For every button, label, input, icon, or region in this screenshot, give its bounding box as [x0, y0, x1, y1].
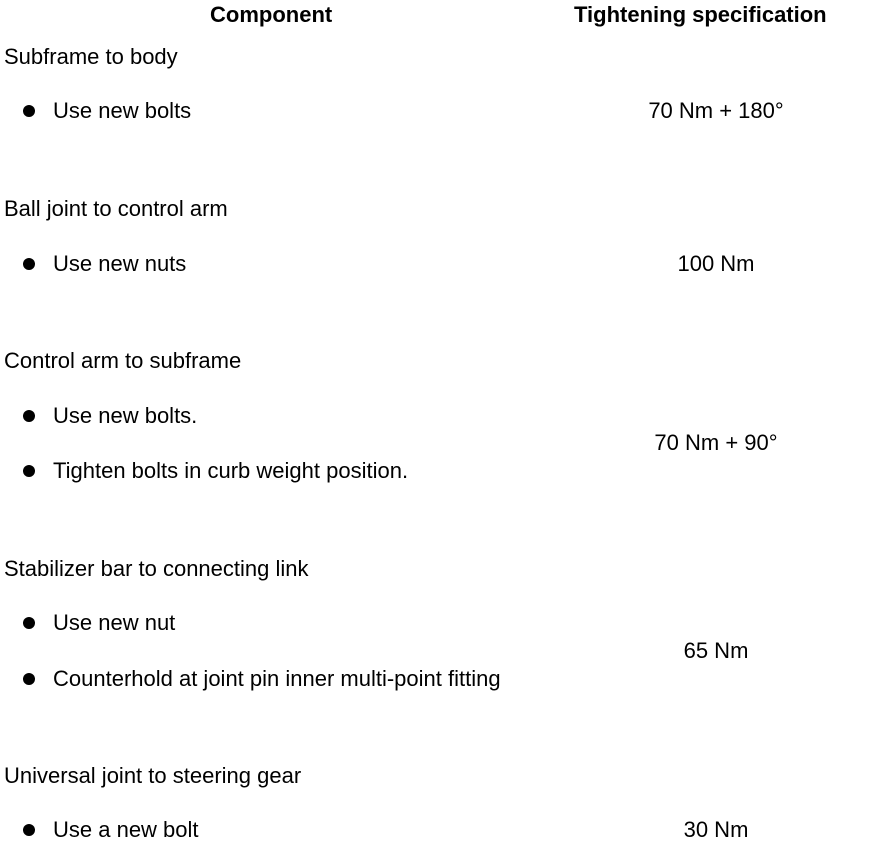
bullet-icon: [23, 824, 35, 836]
component-column-header: Component: [210, 2, 333, 27]
spec-control-arm-to-subframe: 70 Nm + 90°: [654, 430, 778, 455]
spec-stabilizer-bar-to-link: 65 Nm: [683, 638, 749, 663]
component-universal-joint-to-steering-gear: Universal joint to steering gear: [4, 763, 302, 788]
component-ball-joint-to-control-arm: Ball joint to control arm: [4, 196, 228, 221]
component-control-arm-to-subframe: Control arm to subframe: [4, 348, 242, 373]
bullet-icon: [23, 258, 35, 270]
bullet-icon: [23, 410, 35, 422]
bullet-icon: [23, 105, 35, 117]
note-tighten-in-curb-weight: Tighten bolts in curb weight position.: [53, 458, 409, 483]
bullet-icon: [23, 673, 35, 685]
note-use-a-new-bolt: Use a new bolt: [53, 817, 199, 842]
tightening-specification-column-header: Tightening specification: [574, 2, 827, 27]
spec-universal-joint-to-steering-gear: 30 Nm: [683, 817, 749, 842]
note-use-new-nut: Use new nut: [53, 610, 176, 635]
bullet-icon: [23, 465, 35, 477]
note-use-new-nuts: Use new nuts: [53, 251, 187, 276]
component-subframe-to-body: Subframe to body: [4, 44, 178, 69]
spec-subframe-to-body: 70 Nm + 180°: [648, 98, 784, 123]
component-stabilizer-bar-to-link: Stabilizer bar to connecting link: [4, 556, 309, 581]
note-use-new-bolts: Use new bolts.: [53, 403, 198, 428]
note-use-new-bolts: Use new bolts: [53, 98, 192, 123]
note-counterhold-joint-pin: Counterhold at joint pin inner multi-point fitting: [53, 666, 501, 691]
bullet-icon: [23, 617, 35, 629]
spec-ball-joint-to-control-arm: 100 Nm: [677, 251, 755, 276]
